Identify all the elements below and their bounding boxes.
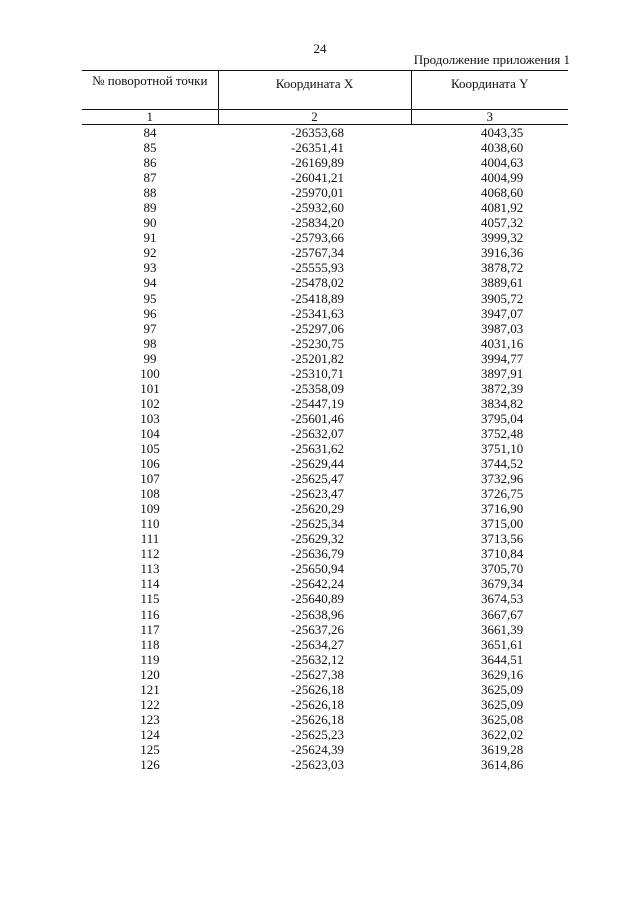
point-number-cell: 112 bbox=[140, 546, 160, 562]
table-row bbox=[82, 652, 568, 667]
table-row bbox=[82, 336, 568, 351]
coordinate-x-cell: -25637,26 bbox=[290, 621, 345, 637]
table-row bbox=[82, 667, 568, 682]
coordinate-x-cell: -25418,89 bbox=[290, 290, 345, 306]
table-row bbox=[82, 215, 568, 230]
coordinate-y-cell: 4004,99 bbox=[481, 170, 524, 186]
coordinate-x-cell: -25638,96 bbox=[290, 606, 345, 622]
coordinate-x-cell: -25620,29 bbox=[290, 501, 345, 517]
table-row bbox=[82, 260, 568, 275]
coordinate-y-cell: 3614,86 bbox=[481, 756, 524, 772]
table-row bbox=[82, 456, 568, 471]
coordinate-x-cell: -26353,68 bbox=[290, 125, 345, 141]
table-row bbox=[82, 607, 568, 622]
coordinate-x-cell: -25623,03 bbox=[290, 756, 345, 772]
coordinate-y-cell: 3744,52 bbox=[481, 456, 524, 472]
point-number-cell: 109 bbox=[140, 501, 160, 517]
coordinate-x-cell: -25636,79 bbox=[290, 546, 345, 562]
table-row bbox=[82, 321, 568, 336]
coordinate-y-cell: 3667,67 bbox=[481, 606, 524, 622]
coordinate-y-cell: 3889,61 bbox=[481, 275, 524, 291]
coordinate-x-cell: -25625,34 bbox=[290, 516, 345, 532]
point-number-cell: 90 bbox=[143, 215, 157, 231]
table-row bbox=[82, 245, 568, 260]
table-row bbox=[82, 366, 568, 381]
point-number-cell: 84 bbox=[143, 125, 157, 141]
coordinate-x-cell: -25341,63 bbox=[290, 305, 345, 321]
coordinate-x-cell: -25634,27 bbox=[290, 636, 345, 652]
point-number-cell: 107 bbox=[140, 471, 160, 487]
coordinate-y-cell: 3679,34 bbox=[481, 576, 524, 592]
point-number-cell: 93 bbox=[143, 260, 157, 276]
table-row bbox=[82, 230, 568, 245]
coordinate-x-cell: -25358,09 bbox=[290, 380, 345, 396]
coordinate-y-cell: 3710,84 bbox=[481, 546, 524, 562]
coordinates-table-wrapper bbox=[82, 70, 568, 772]
point-number-cell: 96 bbox=[143, 305, 157, 321]
coordinate-y-cell: 4038,60 bbox=[481, 140, 524, 156]
point-number-cell: 87 bbox=[143, 170, 157, 186]
coordinate-y-cell: 3625,09 bbox=[481, 696, 524, 712]
coordinate-y-cell: 3644,51 bbox=[481, 651, 524, 667]
table-row bbox=[82, 622, 568, 637]
point-number-cell: 99 bbox=[143, 350, 157, 366]
coordinates-table bbox=[82, 70, 568, 772]
coordinate-x-cell: -25623,47 bbox=[290, 486, 345, 502]
point-number-cell: 124 bbox=[140, 726, 160, 742]
coordinate-y-cell: 3705,70 bbox=[481, 561, 524, 577]
coordinate-y-cell: 3905,72 bbox=[481, 290, 524, 306]
coordinate-y-cell: 3732,96 bbox=[481, 471, 524, 487]
coordinate-x-cell: -25632,07 bbox=[290, 425, 345, 441]
table-row bbox=[82, 140, 568, 155]
coordinate-x-cell: -25970,01 bbox=[290, 185, 345, 201]
point-number-cell: 103 bbox=[140, 410, 160, 426]
table-row bbox=[82, 471, 568, 486]
coordinate-y-cell: 3947,07 bbox=[481, 305, 524, 321]
table-row bbox=[82, 561, 568, 576]
point-number-cell: 125 bbox=[140, 741, 160, 757]
coordinate-y-cell: 3987,03 bbox=[481, 320, 524, 336]
coordinate-x-cell: -25230,75 bbox=[290, 335, 345, 351]
coordinate-x-cell: -26169,89 bbox=[290, 155, 345, 171]
table-row bbox=[82, 682, 568, 697]
coordinate-x-cell: -25627,38 bbox=[290, 666, 345, 682]
coordinate-x-cell: -25650,94 bbox=[290, 561, 345, 577]
point-number-cell: 86 bbox=[143, 155, 157, 171]
table-row bbox=[82, 275, 568, 290]
header-coordinate-x: Координата X bbox=[218, 71, 411, 110]
coordinate-y-cell: 3661,39 bbox=[481, 621, 524, 637]
table-row bbox=[82, 531, 568, 546]
coordinate-x-cell: -25640,89 bbox=[290, 591, 345, 607]
table-row bbox=[82, 757, 568, 772]
coordinate-x-cell: -25632,12 bbox=[290, 651, 345, 667]
coordinate-x-cell: -25642,24 bbox=[290, 576, 345, 592]
coordinate-x-cell: -25793,66 bbox=[290, 230, 345, 246]
header-row bbox=[82, 71, 568, 110]
point-number-cell: 117 bbox=[140, 621, 160, 637]
table-row bbox=[82, 411, 568, 426]
point-number-cell: 104 bbox=[140, 425, 160, 441]
table-row bbox=[82, 381, 568, 396]
coordinate-y-cell: 3994,77 bbox=[481, 350, 524, 366]
table-row bbox=[82, 170, 568, 185]
table-row bbox=[82, 712, 568, 727]
table-row bbox=[82, 426, 568, 441]
point-number-cell: 89 bbox=[143, 200, 157, 216]
coordinate-y-cell: 3878,72 bbox=[481, 260, 524, 276]
table-row bbox=[82, 306, 568, 321]
table-row bbox=[82, 516, 568, 531]
coordinate-x-cell: -25631,62 bbox=[290, 441, 345, 456]
coordinate-y-cell: 3872,39 bbox=[481, 380, 524, 396]
coordinate-x-cell: -25629,44 bbox=[290, 456, 345, 472]
coordinate-x-cell: -25626,18 bbox=[290, 711, 345, 727]
table-row bbox=[82, 486, 568, 501]
point-number-cell: 100 bbox=[140, 365, 160, 381]
table-row bbox=[82, 291, 568, 306]
table-row bbox=[82, 125, 568, 141]
coordinate-y-cell: 4057,32 bbox=[481, 215, 524, 231]
coordinate-y-cell: 3713,56 bbox=[481, 531, 524, 547]
point-number-cell: 95 bbox=[143, 290, 157, 306]
coordinate-y-cell: 3619,28 bbox=[481, 741, 524, 757]
point-number-cell: 98 bbox=[143, 335, 157, 351]
coordinate-y-cell: 3752,48 bbox=[481, 425, 524, 441]
coordinate-y-cell: 3834,82 bbox=[481, 395, 524, 411]
point-number-cell: 106 bbox=[140, 456, 160, 472]
coordinate-y-cell: 3751,10 bbox=[481, 441, 524, 456]
point-number-cell: 102 bbox=[140, 395, 160, 411]
coordinate-y-cell: 3716,90 bbox=[481, 501, 524, 517]
table-row bbox=[82, 637, 568, 652]
point-number-cell: 85 bbox=[143, 140, 157, 156]
table-row bbox=[82, 727, 568, 742]
coordinate-y-cell: 3999,32 bbox=[481, 230, 524, 246]
table-row bbox=[82, 501, 568, 516]
header-point-number: № поворотной точки bbox=[82, 71, 218, 110]
point-number-cell: 97 bbox=[143, 320, 157, 336]
point-number-cell: 101 bbox=[140, 380, 160, 396]
table-row bbox=[82, 742, 568, 757]
coordinate-x-cell: -25625,23 bbox=[290, 726, 345, 742]
point-number-cell: 92 bbox=[143, 245, 157, 261]
point-number-cell: 115 bbox=[140, 591, 160, 607]
point-number-cell: 94 bbox=[143, 275, 157, 291]
coordinate-y-cell: 4031,16 bbox=[481, 335, 524, 351]
coordinate-x-cell: -25310,71 bbox=[290, 365, 345, 381]
coordinate-y-cell: 3726,75 bbox=[481, 486, 524, 502]
coordinate-x-cell: -26351,41 bbox=[290, 140, 345, 156]
point-number-cell: 126 bbox=[140, 756, 160, 772]
point-number-cell: 110 bbox=[140, 516, 160, 532]
coordinate-x-cell: -25629,32 bbox=[290, 531, 345, 547]
point-number-cell: 113 bbox=[140, 561, 160, 577]
coordinate-y-cell: 3622,02 bbox=[481, 726, 524, 742]
table-row bbox=[82, 155, 568, 170]
coordinate-x-cell: -25601,46 bbox=[290, 410, 345, 426]
column-number-3: 3 bbox=[411, 110, 568, 125]
coordinate-x-cell: -25555,93 bbox=[290, 260, 345, 276]
coordinate-x-cell: -25626,18 bbox=[290, 696, 345, 712]
column-number-1: 1 bbox=[82, 110, 218, 125]
table-row bbox=[82, 200, 568, 215]
coordinate-x-cell: -26041,21 bbox=[290, 170, 345, 186]
coordinate-y-cell: 4081,92 bbox=[481, 200, 524, 216]
table-body bbox=[82, 125, 568, 773]
table-row bbox=[82, 576, 568, 591]
coordinate-x-cell: -25625,47 bbox=[290, 471, 345, 487]
coordinate-y-cell: 3625,08 bbox=[481, 711, 524, 727]
coordinate-y-cell: 3897,91 bbox=[481, 365, 524, 381]
continuation-note: Продолжение приложения 1 bbox=[413, 52, 570, 67]
table-row bbox=[82, 591, 568, 606]
point-number-cell: 118 bbox=[140, 636, 160, 652]
table-row bbox=[82, 441, 568, 456]
coordinate-y-cell: 3651,61 bbox=[481, 636, 524, 652]
coordinate-y-cell: 4043,35 bbox=[481, 125, 524, 141]
coordinate-y-cell: 3629,16 bbox=[481, 666, 524, 682]
point-number-cell: 114 bbox=[140, 576, 160, 592]
coordinate-x-cell: -25767,34 bbox=[290, 245, 345, 261]
point-number-cell: 105 bbox=[140, 441, 160, 456]
coordinate-x-cell: -25447,19 bbox=[290, 395, 345, 411]
table-row bbox=[82, 185, 568, 200]
coordinate-x-cell: -25297,06 bbox=[290, 320, 345, 336]
coordinate-x-cell: -25626,18 bbox=[290, 681, 345, 697]
table-row bbox=[82, 697, 568, 712]
table-row bbox=[82, 351, 568, 366]
coordinate-y-cell: 3625,09 bbox=[481, 681, 524, 697]
coordinate-y-cell: 3715,00 bbox=[481, 516, 524, 532]
point-number-cell: 120 bbox=[140, 666, 160, 682]
table-row bbox=[82, 546, 568, 561]
point-number-cell: 108 bbox=[140, 486, 160, 502]
point-number-cell: 119 bbox=[140, 651, 160, 667]
point-number-cell: 91 bbox=[143, 230, 157, 246]
point-number-cell: 121 bbox=[140, 681, 160, 697]
point-number-cell: 123 bbox=[140, 711, 160, 727]
coordinate-y-cell: 3916,36 bbox=[481, 245, 524, 261]
header-coordinate-y: Координата Y bbox=[411, 71, 568, 110]
point-number-cell: 88 bbox=[143, 185, 157, 201]
column-number-2: 2 bbox=[218, 110, 411, 125]
coordinate-x-cell: -25624,39 bbox=[290, 741, 345, 757]
coordinate-y-cell: 4068,60 bbox=[481, 185, 524, 201]
table-row bbox=[82, 396, 568, 411]
coordinate-y-cell: 3674,53 bbox=[481, 591, 524, 607]
point-number-cell: 116 bbox=[140, 606, 160, 622]
coordinate-x-cell: -25834,20 bbox=[290, 215, 345, 231]
coordinate-x-cell: -25478,02 bbox=[290, 275, 345, 291]
point-number-cell: 111 bbox=[140, 531, 160, 547]
coordinate-x-cell: -25201,82 bbox=[290, 350, 345, 366]
column-number-row bbox=[82, 110, 568, 125]
coordinate-y-cell: 3795,04 bbox=[481, 410, 524, 426]
page-number: 24 bbox=[313, 41, 327, 56]
coordinate-y-cell: 4004,63 bbox=[481, 155, 524, 171]
coordinate-x-cell: -25932,60 bbox=[290, 200, 345, 216]
point-number-cell: 122 bbox=[140, 696, 160, 712]
